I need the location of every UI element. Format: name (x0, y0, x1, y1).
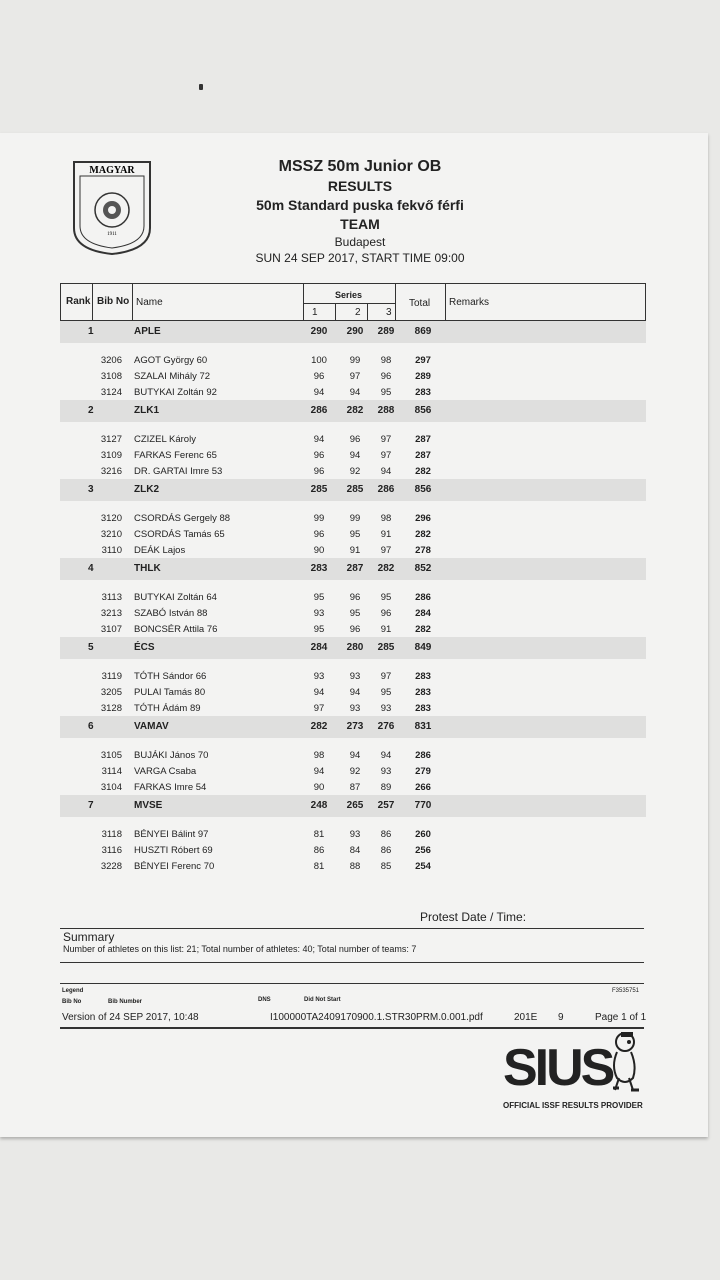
col-bib: Bib No (97, 296, 130, 307)
category: TEAM (340, 216, 380, 232)
col-remarks: Remarks (449, 297, 490, 308)
athlete-row: 3124 BUTYKAI Zoltán 92 94 94 95 283 (100, 387, 431, 398)
footer-num: 9 (558, 1012, 564, 1023)
legend-code: F3535751 (612, 988, 640, 994)
athlete-row: 3128 TÓTH Ádám 89 97 93 93 283 (100, 703, 431, 714)
sius-logo: SIUS (503, 1039, 613, 1097)
athlete-row: 3108 SZALAI Mihály 72 96 97 96 289 (100, 371, 431, 382)
results-header (200, 157, 520, 266)
athlete-row: 3213 SZABÓ István 88 93 95 96 284 (100, 608, 431, 619)
col-total: Total (409, 298, 431, 309)
datetime: SUN 24 SEP 2017, START TIME 09:00 (255, 251, 465, 265)
footer-version: Version of 24 SEP 2017, 10:48 (62, 1012, 199, 1023)
footer-page: Page 1 of 1 (595, 1012, 647, 1023)
athlete-row: 3205 PULAI Tamás 80 94 94 95 283 (100, 687, 431, 698)
athlete-row: 3107 BONCSÉR Attila 76 95 96 91 282 (100, 624, 431, 635)
athlete-row: 3118 BÉNYEI Bálint 97 81 93 86 260 (101, 829, 431, 840)
photo-speck (199, 84, 203, 90)
discipline: 50m Standard puska fekvő férfi (256, 197, 464, 213)
athlete-row: 3105 BUJÁKI János 70 98 94 94 286 (100, 750, 431, 761)
athlete-row: 3116 HUSZTI Róbert 69 86 84 86 256 (101, 845, 431, 856)
legend-dns-full: Did Not Start (304, 997, 341, 1003)
team-row: 6 VAMAV 282 273 276 831 (60, 716, 646, 738)
legend-bib-abbr: Bib No (62, 999, 82, 1005)
athlete-row: 3113 BUTYKAI Zoltán 64 95 96 95 286 (101, 592, 431, 603)
table-header (60, 283, 646, 321)
protest-label: Protest Date / Time: (420, 910, 527, 924)
athlete-row: 3206 AGOT György 60 100 99 98 297 (100, 355, 431, 366)
svg-text:1911: 1911 (107, 232, 117, 237)
team-row: 5 ÉCS 284 280 285 849 (60, 637, 646, 659)
athlete-row: 3120 CSORDÁS Gergely 88 99 99 98 296 (100, 513, 431, 524)
athlete-row: 3216 DR. GARTAI Imre 53 96 92 94 282 (100, 466, 431, 477)
svg-text:MAGYAR: MAGYAR (89, 165, 135, 176)
footer-file: I100000TA2409170900.1.STR30PRM.0.001.pdf (270, 1012, 483, 1023)
legend-title: Legend (62, 988, 84, 994)
col-s3: 3 (386, 307, 392, 318)
athlete-row: 3104 FARKAS Imre 54 90 87 89 266 (100, 782, 431, 793)
sius-mascot-icon (603, 1030, 643, 1094)
col-s2: 2 (355, 307, 361, 318)
team-row: 1 APLE 290 290 289 869 (60, 321, 646, 343)
doc-type: RESULTS (327, 178, 393, 194)
event-title: MSSZ 50m Junior OB (278, 158, 442, 175)
federation-logo (70, 158, 154, 256)
athlete-row: 3109 FARKAS Ferenc 65 96 94 97 287 (100, 450, 431, 461)
team-row: 7 MVSE 248 265 257 770 (60, 795, 646, 817)
athlete-row: 3114 VARGA Csaba 94 92 93 279 (101, 766, 431, 777)
team-row: 2 ZLK1 286 282 288 856 (60, 400, 646, 422)
team-row: 4 THLK 283 287 282 852 (60, 558, 646, 580)
location: Budapest (334, 235, 386, 249)
col-rank: Rank (66, 296, 91, 307)
legend-dns-abbr: DNS (258, 997, 271, 1003)
athlete-row: 3127 CZIZEL Károly 94 96 97 287 (100, 434, 431, 445)
summary-title: Summary (63, 930, 115, 944)
summary-text: Number of athletes on this list: 21; Total number of athletes: 40; Total number of teams: 7 (63, 944, 417, 954)
athlete-row: 3119 TÓTH Sándor 66 93 93 97 283 (101, 671, 431, 682)
athlete-row: 3210 CSORDÁS Tamás 65 96 95 91 282 (100, 529, 431, 540)
col-series: Series (335, 290, 363, 300)
col-name: Name (136, 297, 163, 308)
team-row: 3 ZLK2 285 285 286 856 (60, 479, 646, 501)
footer-code: 201E (514, 1012, 538, 1023)
col-s1: 1 (312, 307, 318, 318)
legend-bib-full: Bib Number (108, 999, 143, 1005)
official-tagline: OFFICIAL ISSF RESULTS PROVIDER (503, 1101, 643, 1110)
athlete-row: 3110 DEÁK Lajos 90 91 97 278 (101, 545, 431, 556)
athlete-row: 3228 BÉNYEI Ferenc 70 81 88 85 254 (100, 861, 431, 872)
results-sheet (0, 133, 708, 1137)
